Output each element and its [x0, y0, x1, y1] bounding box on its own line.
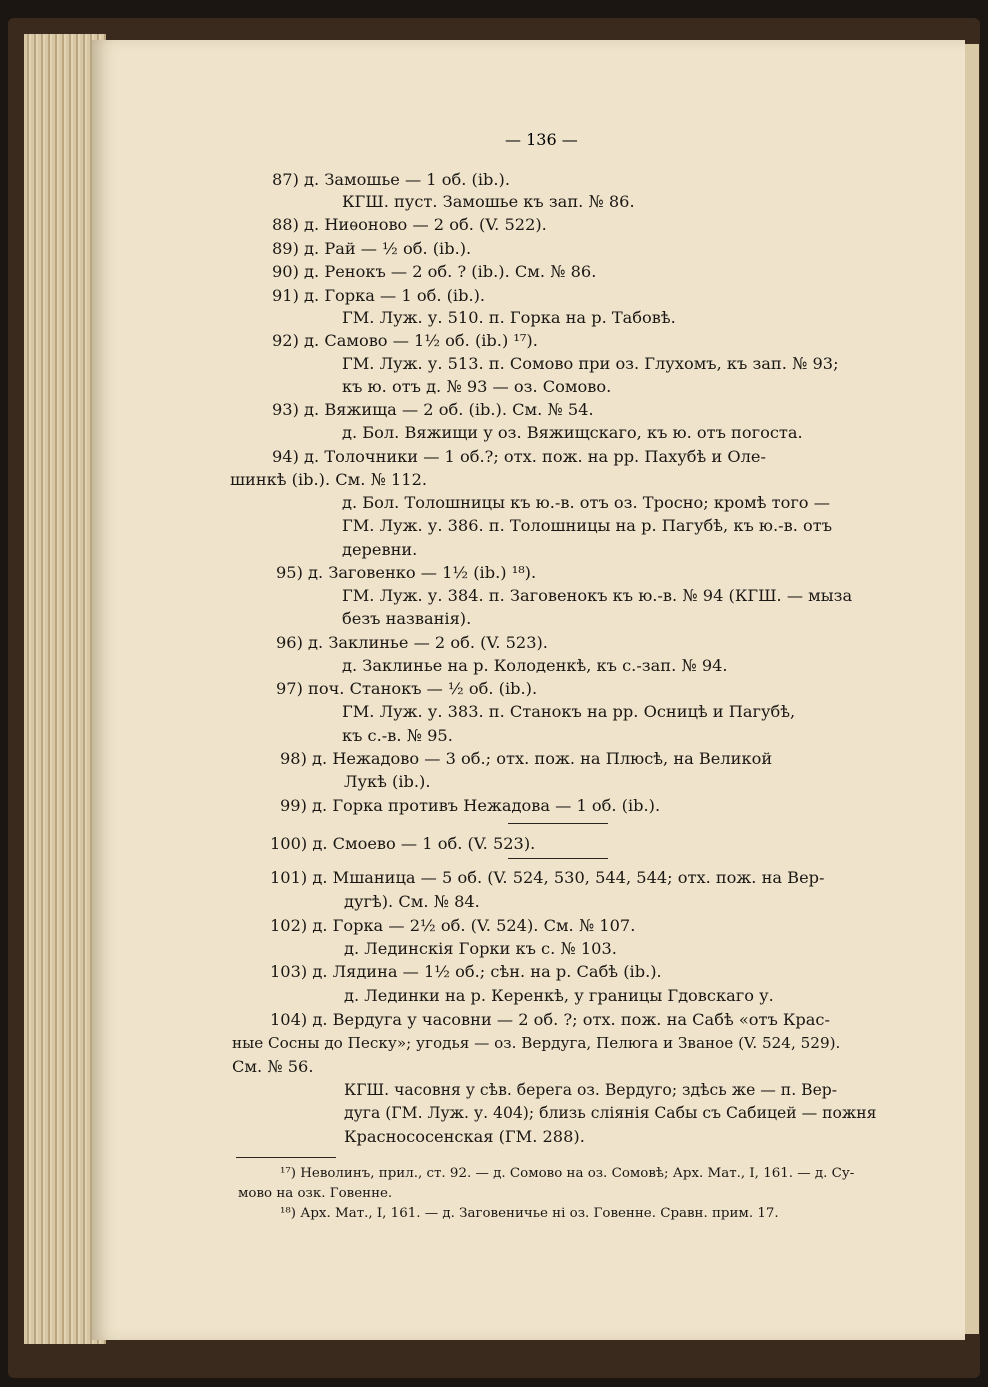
text-line: 99) д. Горка противъ Нежадова — 1 об. (ib.).	[280, 796, 661, 815]
separator-rule	[508, 858, 608, 859]
text-line: 94) д. Толочники — 1 об.?; отх. пож. на рр. Пахубѣ и Оле-	[272, 447, 766, 466]
text-line: шинкѣ (ib.). См. № 112.	[230, 470, 428, 489]
text-line: КГШ. пуст. Замошье къ зап. № 86.	[342, 192, 635, 211]
text-line: ГМ. Луж. у. 383. п. Станокъ на рр. Осницѣ и Пагубѣ,	[342, 702, 796, 721]
text-line: Лукѣ (ib.).	[344, 772, 431, 791]
text-line: ГМ. Луж. у. 510. п. Горка на р. Табовѣ.	[342, 308, 676, 327]
text-line: 98) д. Нежадово — 3 об.; отх. пож. на Плюсѣ, на Великой	[280, 749, 773, 768]
footnote-line: мово на озк. Говенне.	[238, 1186, 393, 1201]
text-line: 88) д. Ниѳоново — 2 об. (V. 522).	[272, 215, 547, 234]
text-line: 103) д. Лядина — 1½ об.; сѣн. на р. Сабѣ (ib.).	[270, 962, 662, 981]
text-line: 104) д. Вердуга у часовни — 2 об. ?; отх. пож. на Сабѣ «отъ Крас-	[270, 1010, 830, 1029]
separator-rule	[508, 823, 608, 824]
text-line: 101) д. Мшаница — 5 об. (V. 524, 530, 544, 544; отх. пож. на Вер-	[270, 868, 825, 887]
text-line: ГМ. Луж. у. 513. п. Сомово при оз. Глухомъ, къ зап. № 93;	[342, 354, 839, 373]
text-line: 96) д. Заклинье — 2 об. (V. 523).	[276, 633, 548, 652]
text-line: дугѣ). См. № 84.	[344, 892, 480, 911]
next-page-edge	[965, 44, 979, 1334]
text-line: 92) д. Самово — 1½ об. (ib.) ¹⁷).	[272, 331, 538, 350]
text-line: ные Сосны до Песку»; угодья — оз. Вердуга, Пелюга и Званое (V. 524, 529).	[232, 1034, 841, 1052]
text-line: ГМ. Луж. у. 386. п. Толошницы на р. Пагубѣ, къ ю.-в. отъ	[342, 516, 833, 535]
text-line: 97) поч. Станокъ — ½ об. (ib.).	[276, 679, 538, 698]
text-line: 90) д. Ренокъ — 2 об. ? (ib.). См. № 86.	[272, 262, 597, 281]
text-line: д. Бол. Вяжищи у оз. Вяжищскаго, къ ю. отъ погоста.	[342, 423, 803, 442]
text-line: КГШ. часовня у сѣв. берега оз. Вердуго; здѣсь же — п. Вер-	[344, 1081, 838, 1099]
text-line: д. Лединскія Горки къ с. № 103.	[344, 939, 617, 958]
page-number: — 136 —	[505, 130, 578, 149]
text-line: д. Лединки на р. Керенкѣ, у границы Гдовскаго у.	[344, 986, 774, 1005]
text-line: 95) д. Заговенко — 1½ (ib.) ¹⁸).	[276, 563, 537, 582]
text-line: деревни.	[342, 540, 418, 559]
text-line: д. Бол. Толошницы къ ю.-в. отъ оз. Тросно; кромѣ того —	[342, 493, 830, 512]
text-line: 100) д. Смоево — 1 об. (V. 523).	[270, 834, 536, 853]
text-line: 89) д. Рай — ½ об. (ib.).	[272, 239, 472, 258]
text-line: дуга (ГМ. Луж. у. 404); близь слiянiя Сабы съ Сабицей — пожня	[344, 1104, 877, 1122]
text-line: 87) д. Замошье — 1 об. (ib.).	[272, 170, 510, 189]
text-line: къ с.-в. № 95.	[342, 726, 453, 745]
text-line: См. № 56.	[232, 1057, 314, 1076]
text-line: 93) д. Вяжища — 2 об. (ib.). См. № 54.	[272, 400, 594, 419]
footnote-line: ¹⁸) Арх. Мат., I, 161. — д. Заговеничье нi оз. Говенне. Сравн. прим. 17.	[280, 1206, 779, 1221]
text-line: д. Заклинье на р. Колоденкѣ, къ с.-зап. № 94.	[342, 656, 728, 675]
footnote-line: ¹⁷) Неволинъ, прил., ст. 92. — д. Сомово на оз. Сомовѣ; Арх. Мат., I, 161. — д. Су-	[280, 1166, 855, 1181]
text-line: Краснососенская (ГМ. 288).	[344, 1127, 585, 1146]
footnote-rule	[236, 1157, 336, 1158]
text-line: безъ названія).	[342, 609, 472, 628]
text-line: 91) д. Горка — 1 об. (ib.).	[272, 286, 486, 305]
text-line: 102) д. Горка — 2½ об. (V. 524). См. № 107.	[270, 916, 636, 935]
text-line: къ ю. отъ д. № 93 — оз. Сомово.	[342, 377, 612, 396]
text-line: ГМ. Луж. у. 384. п. Заговенокъ къ ю.-в. № 94 (КГШ. — мыза	[342, 586, 853, 605]
